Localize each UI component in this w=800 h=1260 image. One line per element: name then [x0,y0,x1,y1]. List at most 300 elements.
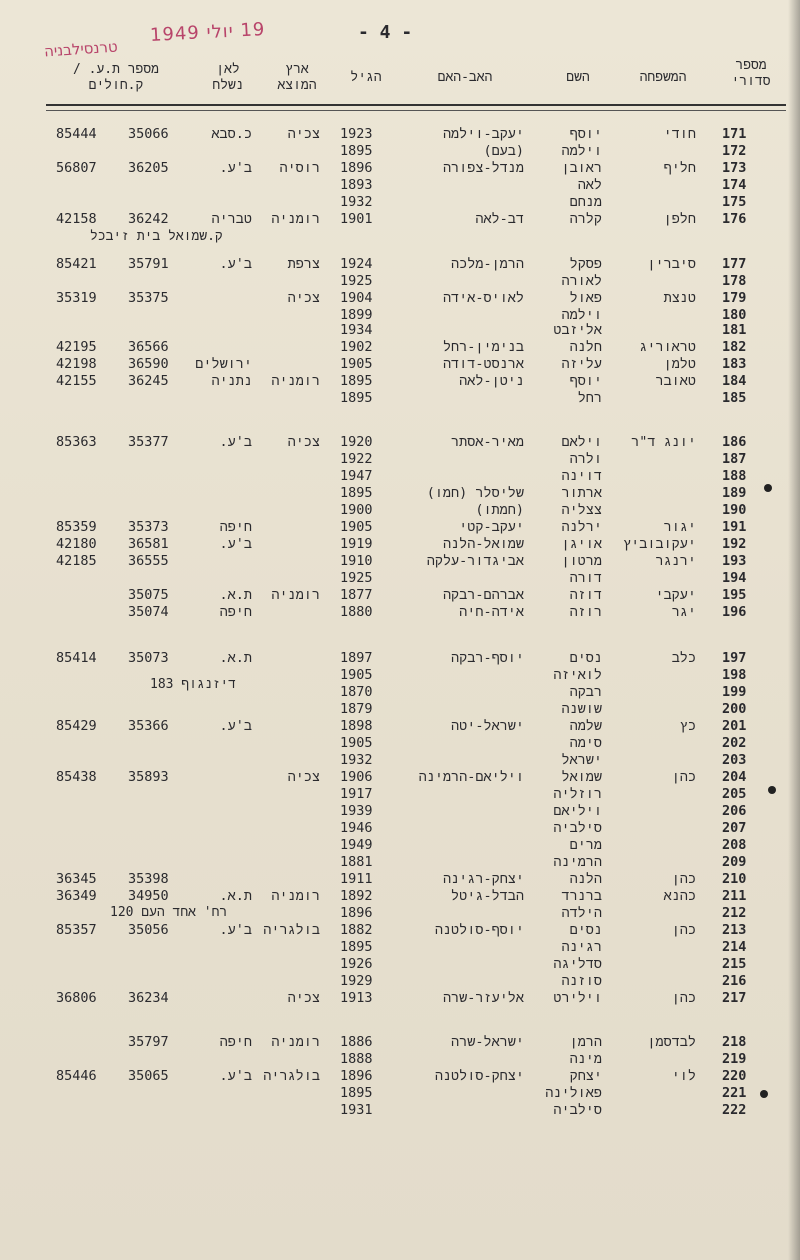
cell-serial: 199 [722,684,747,700]
cell-serial: 180 [722,307,747,323]
cell-year: 1925 [340,273,373,289]
cell-rc2: 35791 [128,256,169,272]
cell-serial: 208 [722,837,747,853]
header-country: ארץ המוצא [277,62,317,93]
cell-serial: 172 [722,143,747,159]
cell-serial: 187 [722,451,747,467]
cell-year: 1924 [340,256,373,272]
table-row [0,1051,800,1068]
header-rule [46,104,786,106]
cell-year: 1880 [340,604,373,620]
cell-year: 1920 [340,434,373,450]
cell-serial: 175 [722,194,747,210]
cell-given: דוינה [561,468,602,484]
cell-serial: 176 [722,211,747,227]
cell-given: שלמה [569,718,602,734]
table-row [0,735,800,752]
cell-given: ויליאם [553,803,602,819]
header-numbers: מספר ת.ע. / ק.חולים [73,62,159,93]
cell-year: 1895 [340,390,373,406]
handwritten-annotation: ק.שמואל בית זיבכל [90,229,223,244]
cell-rc1: 85414 [56,650,97,666]
table-row [0,290,800,307]
handwritten-annotation: דיזנגוף 183 [150,677,236,692]
cell-serial: 222 [722,1102,747,1118]
handwritten-annotation: רח' אחד העם 120 [110,905,228,920]
cell-parents: אברהם-רבקה [442,587,524,603]
table-row [0,701,800,718]
cell-rc2: 36242 [128,211,169,227]
cell-rc1: 36345 [56,871,97,887]
location-stamp: טרנסילבניה [43,37,119,61]
cell-year: 1895 [340,1085,373,1101]
cell-sent: ת.א. [219,587,252,603]
cell-serial: 190 [722,502,747,518]
cell-rc1: 56807 [56,160,97,176]
cell-serial: 182 [722,339,747,355]
cell-given: יוסף [569,373,602,389]
cell-year: 1906 [340,769,373,785]
cell-family: חודי [663,126,696,142]
cell-serial: 194 [722,570,747,586]
header-given: השם [566,70,590,85]
cell-country: בולגריה [263,1068,320,1084]
cell-family: טראוריג [639,339,696,355]
cell-given: אליזבט [553,322,602,338]
cell-given: ישראל [561,752,602,768]
cell-year: 1879 [340,701,373,717]
cell-parents: דב-לאה [475,211,524,227]
cell-given: רחל [577,390,602,406]
cell-serial: 217 [722,990,747,1006]
cell-parents: מאיר-אסתר [451,434,524,450]
cell-family: לבדסמן [647,1034,696,1050]
table-row [0,939,800,956]
cell-year: 1895 [340,373,373,389]
cell-country: צכיה [287,434,320,450]
table-row [0,820,800,837]
cell-year: 1946 [340,820,373,836]
cell-serial: 201 [722,718,747,734]
cell-year: 1904 [340,290,373,306]
cell-parents: יוסף-סולטנה [434,922,524,938]
cell-given: רוזה [569,604,602,620]
table-row [0,273,800,290]
cell-rc2: 35073 [128,650,169,666]
cell-serial: 219 [722,1051,747,1067]
cell-year: 1910 [340,553,373,569]
cell-given: אויגן [561,536,602,552]
cell-rc1: 42180 [56,536,97,552]
binder-hole-mark [764,484,772,492]
cell-rc1: 85357 [56,922,97,938]
cell-serial: 204 [722,769,747,785]
cell-family: יעקובוביץ [623,536,696,552]
cell-year: 1893 [340,177,373,193]
cell-serial: 171 [722,126,747,142]
table-row [0,956,800,973]
cell-parents: יעקב-קטי [459,519,524,535]
header-parents: האב-האם [437,70,493,85]
cell-sent: חיפה [219,519,252,535]
cell-given: הרמינה [553,854,602,870]
cell-year: 1923 [340,126,373,142]
cell-rc2: 35065 [128,1068,169,1084]
cell-given: הלנה [569,871,602,887]
cell-given: דוזה [569,587,602,603]
table-row [0,684,800,701]
cell-family: כהן [671,871,696,887]
table-row [0,667,800,684]
cell-year: 1939 [340,803,373,819]
cell-rc2: 36581 [128,536,169,552]
cell-sent: ב'ע. [219,434,252,450]
cell-given: וילמה [561,143,602,159]
table-row [0,1068,800,1085]
page-number: - 4 - [358,22,413,43]
cell-serial: 213 [722,922,747,938]
cell-given: צצליה [561,502,602,518]
cell-family: סיברין [647,256,696,272]
cell-given: ארתור [561,485,602,501]
cell-sent: ב'ע. [219,1068,252,1084]
cell-rc2: 35366 [128,718,169,734]
header-sent: לאן נשלח [212,62,244,93]
cell-sent: ירושלים [195,356,252,372]
cell-given: וילמה [561,307,602,323]
cell-parents: בנימין-רחל [442,339,524,355]
cell-year: 1932 [340,752,373,768]
cell-year: 1905 [340,667,373,683]
table-row [0,373,800,390]
cell-serial: 173 [722,160,747,176]
cell-year: 1905 [340,356,373,372]
cell-parents: לאויס-אידה [442,290,524,306]
cell-serial: 174 [722,177,747,193]
table-row [0,650,800,667]
table-row [0,519,800,536]
table-row [0,1034,800,1051]
cell-parents: הבדל-גיטל [451,888,524,904]
cell-year: 1895 [340,143,373,159]
cell-serial: 191 [722,519,747,535]
cell-sent: חיפה [219,604,252,620]
cell-year: 1896 [340,1068,373,1084]
cell-rc2: 35056 [128,922,169,938]
cell-rc2: 35893 [128,769,169,785]
cell-parents: שליסלר (חמו) [426,485,524,501]
table-row [0,604,800,621]
cell-year: 1925 [340,570,373,586]
cell-given: מרים [569,837,602,853]
cell-rc1: 35319 [56,290,97,306]
cell-parents: שמואל-הלנה [442,536,524,552]
cell-given: לואיזה [553,667,602,683]
cell-rc2: 36590 [128,356,169,372]
table-row [0,718,800,735]
cell-given: דורה [569,570,602,586]
table-row [0,339,800,356]
cell-given: יוסף [569,126,602,142]
cell-family: יונג ד"ר [631,434,696,450]
cell-year: 1886 [340,1034,373,1050]
cell-serial: 210 [722,871,747,887]
cell-serial: 188 [722,468,747,484]
cell-given: שושנה [561,701,602,717]
cell-parents: יצחק-רגינה [442,871,524,887]
table-row [0,570,800,587]
cell-year: 1934 [340,322,373,338]
cell-rc1: 36349 [56,888,97,904]
cell-serial: 211 [722,888,747,904]
cell-sent: ת.א. [219,888,252,904]
cell-parents: אידה-חיה [459,604,524,620]
cell-country: רומניה [271,211,320,227]
cell-sent: ב'ע. [219,536,252,552]
cell-given: סילביה [553,820,602,836]
cell-country: רומניה [271,587,320,603]
cell-year: 1931 [340,1102,373,1118]
cell-sent: ב'ע. [219,160,252,176]
cell-given: קלרה [569,211,602,227]
cell-year: 1895 [340,485,373,501]
cell-year: 1888 [340,1051,373,1067]
cell-sent: טבריה [211,211,252,227]
cell-rc1: 36806 [56,990,97,1006]
cell-serial: 218 [722,1034,747,1050]
cell-rc1: 85359 [56,519,97,535]
cell-rc1: 42198 [56,356,97,372]
cell-parents: יעקב-וילמה [442,126,524,142]
cell-serial: 192 [722,536,747,552]
table-row [0,451,800,468]
cell-given: לאה [577,177,602,193]
table-row [0,973,800,990]
cell-parents: (בעם) [483,143,524,159]
cell-serial: 214 [722,939,747,955]
cell-year: 1905 [340,735,373,751]
cell-rc2: 36245 [128,373,169,389]
cell-serial: 212 [722,905,747,921]
cell-given: ולרה [569,451,602,467]
cell-family: יגר [671,604,696,620]
cell-rc1: 85429 [56,718,97,734]
table-row [0,194,800,211]
cell-rc2: 36555 [128,553,169,569]
cell-given: סילביה [553,1102,602,1118]
cell-given: רגינה [561,939,602,955]
cell-given: נסים [569,650,602,666]
cell-parents: יצחק-סולטנה [434,1068,524,1084]
cell-rc1: 42155 [56,373,97,389]
table-row [0,536,800,553]
cell-serial: 178 [722,273,747,289]
table-row [0,990,800,1007]
cell-given: לאורה [561,273,602,289]
cell-serial: 183 [722,356,747,372]
table-row [0,256,800,273]
cell-year: 1947 [340,468,373,484]
cell-year: 1899 [340,307,373,323]
cell-serial: 205 [722,786,747,802]
cell-serial: 179 [722,290,747,306]
cell-country: בולגריה [263,922,320,938]
cell-rc2: 35797 [128,1034,169,1050]
table-row [0,143,800,160]
table-row [0,485,800,502]
cell-rc2: 35066 [128,126,169,142]
header-serial: מספר סדורי [731,58,771,89]
cell-family: כהן [671,990,696,1006]
cell-country: רומניה [271,1034,320,1050]
cell-rc1: 42158 [56,211,97,227]
cell-parents: ניטן-לאה [459,373,524,389]
cell-given: הרמן [569,1034,602,1050]
cell-year: 1919 [340,536,373,552]
cell-family: כלב [671,650,696,666]
cell-parents: יוסף-רבקה [451,650,524,666]
table-row [0,390,800,407]
cell-serial: 197 [722,650,747,666]
cell-given: מנחם [569,194,602,210]
cell-given: מינה [569,1051,602,1067]
table-row [0,322,800,339]
cell-sent: ב'ע. [219,256,252,272]
cell-serial: 193 [722,553,747,569]
cell-family: כהנא [663,888,696,904]
cell-rc1: 85363 [56,434,97,450]
cell-family: לוי [671,1068,696,1084]
cell-given: שמואל [561,769,602,785]
cell-rc2: 35375 [128,290,169,306]
cell-rc1: 85446 [56,1068,97,1084]
table-row [0,769,800,786]
cell-given: יצחק [569,1068,602,1084]
cell-given: וילירט [553,990,602,1006]
cell-sent: ב'ע. [219,718,252,734]
cell-family: טנצת [663,290,696,306]
cell-given: רבקה [569,684,602,700]
cell-year: 1900 [340,502,373,518]
cell-rc1: 42195 [56,339,97,355]
table-row [0,160,800,177]
cell-serial: 203 [722,752,747,768]
cell-family: יעקבי [655,587,696,603]
cell-year: 1911 [340,871,373,887]
cell-given: חלנה [569,339,602,355]
cell-parents: ויליאם-הרמינה [418,769,524,785]
cell-serial: 220 [722,1068,747,1084]
cell-year: 1901 [340,211,373,227]
cell-serial: 207 [722,820,747,836]
cell-given: סדליגה [553,956,602,972]
cell-family: חלפן [663,211,696,227]
cell-year: 1898 [340,718,373,734]
cell-year: 1905 [340,519,373,535]
cell-family: כהן [671,769,696,785]
cell-sent: נתניה [211,373,252,389]
cell-country: צכיה [287,126,320,142]
cell-parents: (חמתו) [475,502,524,518]
cell-rc2: 35377 [128,434,169,450]
cell-parents: מנדל-צפורה [442,160,524,176]
table-row [0,1085,800,1102]
cell-serial: 189 [722,485,747,501]
cell-year: 1949 [340,837,373,853]
table-row [0,888,800,905]
cell-sent: כ.סבא [211,126,252,142]
table-row [0,752,800,769]
cell-given: ברנרד [561,888,602,904]
header-family: המשפחה [639,70,687,85]
cell-year: 1929 [340,973,373,989]
table-row [0,502,800,519]
cell-given: סוזנה [561,973,602,989]
cell-parents: ארנסט-דודה [442,356,524,372]
cell-serial: 195 [722,587,747,603]
cell-rc2: 36205 [128,160,169,176]
header-rule-thin [46,110,786,111]
cell-given: מרטון [561,553,602,569]
cell-serial: 181 [722,322,747,338]
table-row [0,803,800,820]
cell-sent: חיפה [219,1034,252,1050]
table-row [0,126,800,143]
cell-year: 1896 [340,905,373,921]
cell-serial: 186 [722,434,747,450]
cell-serial: 209 [722,854,747,870]
cell-year: 1913 [340,990,373,1006]
cell-family: טאובר [655,373,696,389]
cell-family: כהן [671,922,696,938]
table-row [0,468,800,485]
cell-year: 1902 [340,339,373,355]
cell-serial: 216 [722,973,747,989]
table-row [0,211,800,228]
cell-serial: 196 [722,604,747,620]
cell-given: סימה [569,735,602,751]
cell-parents: ישראל-שרה [451,1034,524,1050]
cell-given: ראובן [561,160,602,176]
table-row [0,871,800,888]
cell-family: כץ [679,718,696,734]
table-row [0,587,800,604]
cell-family: יגור [663,519,696,535]
table-row [0,177,800,194]
cell-parents: הרמן-מלכה [451,256,524,272]
cell-rc2: 35398 [128,871,169,887]
cell-country: צכיה [287,290,320,306]
cell-given: פסקל [569,256,602,272]
cell-year: 1882 [340,922,373,938]
cell-rc1: 85444 [56,126,97,142]
cell-year: 1897 [340,650,373,666]
date-stamp: 19 יולי 1949 [149,18,266,47]
table-row [0,922,800,939]
cell-given: ירלנה [561,519,602,535]
cell-serial: 185 [722,390,747,406]
cell-year: 1926 [340,956,373,972]
cell-given: עליזה [561,356,602,372]
cell-rc2: 35075 [128,587,169,603]
cell-family: חליף [663,160,696,176]
cell-rc1: 42185 [56,553,97,569]
cell-rc2: 36566 [128,339,169,355]
cell-serial: 198 [722,667,747,683]
table-row [0,356,800,373]
cell-year: 1870 [340,684,373,700]
cell-family: טלמן [663,356,696,372]
